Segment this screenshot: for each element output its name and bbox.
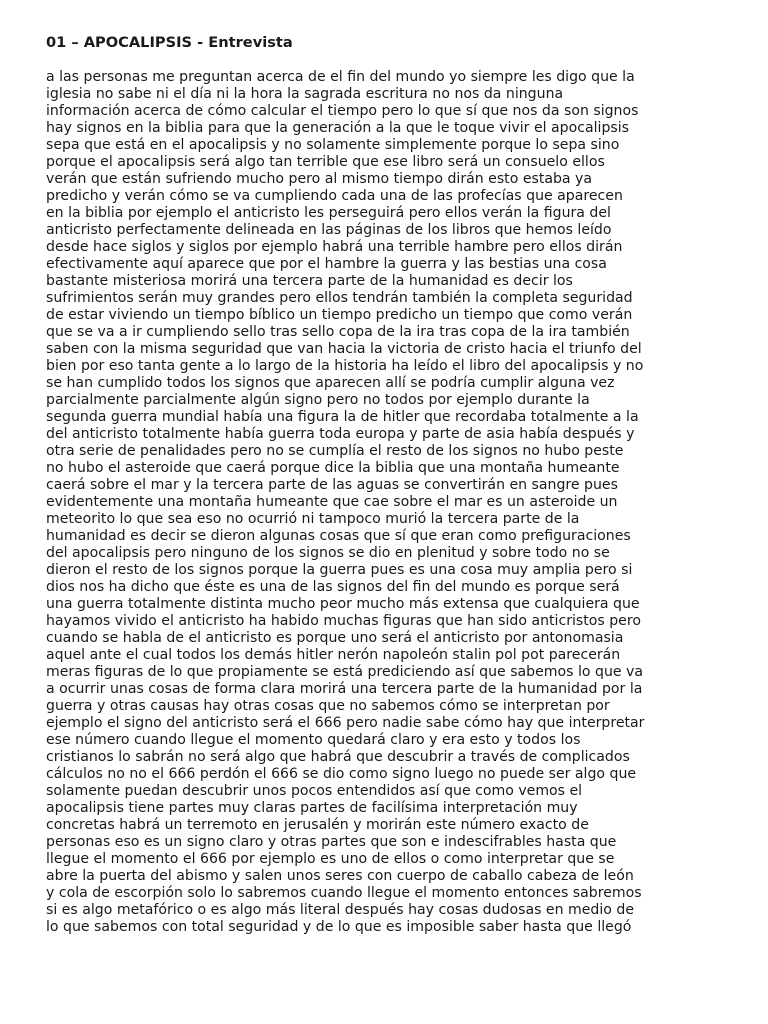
body-line: verán que están sufriendo mucho pero al mismo tiempo dirán esto estaba ya <box>46 171 593 187</box>
body-line: cuando se habla de el anticristo es porque uno será el anticristo por antonomasia <box>46 630 624 646</box>
body-line: a ocurrir unas cosas de forma clara morirá una tercera parte de la humanidad por la <box>46 681 643 697</box>
document-title: 01 – APOCALIPSIS - Entrevista <box>46 34 293 51</box>
body-line: meteorito lo que sea eso no ocurrió ni tampoco murió la tercera parte de la <box>46 511 580 527</box>
body-line: del apocalipsis pero ninguno de los signos se dio en plenitud y sobre todo no se <box>46 545 610 561</box>
body-line: personas eso es un signo claro y otras partes que son e indescifrables hasta que <box>46 834 617 850</box>
body-line: anticristo perfectamente delineada en las páginas de los libros que hemos leído <box>46 222 612 238</box>
body-line: y cola de escorpión solo lo sabremos cuando llegue el momento entonces sabremos <box>46 885 642 901</box>
body-line: iglesia no sabe ni el día ni la hora la sagrada escritura no nos da ninguna <box>46 86 564 102</box>
body-line: guerra y otras causas hay otras cosas que no sabemos cómo se interpretan por <box>46 698 610 714</box>
body-line: ese número cuando llegue el momento quedará claro y era esto y todos los <box>46 732 581 748</box>
body-line: meras figuras de lo que propiamente se está prediciendo así que sabemos lo que va <box>46 664 644 680</box>
body-line: concretas habrá un terremoto en jerusalén y morirán este número exacto de <box>46 817 589 833</box>
body-line: ejemplo el signo del anticristo será el 666 pero nadie sabe cómo hay que interpretar <box>46 715 645 731</box>
body-line: llegue el momento el 666 por ejemplo es uno de ellos o como interpretar que se <box>46 851 615 867</box>
body-line: lo que sabemos con total seguridad y de lo que es imposible saber hasta que llegó <box>46 919 632 935</box>
body-line: sufrimientos serán muy grandes pero ellos tendrán también la completa seguridad <box>46 290 633 306</box>
body-line: una guerra totalmente distinta mucho peor mucho más extensa que cualquiera que <box>46 596 640 612</box>
body-line: de estar viviendo un tiempo bíblico un tiempo predicho un tiempo que como verán <box>46 307 633 323</box>
body-line: que se va a ir cumpliendo sello tras sello copa de la ira tras copa de la ira también <box>46 324 630 340</box>
body-line: se han cumplido todos los signos que aparecen allí se podría cumplir alguna vez <box>46 375 615 391</box>
body-line: saben con la misma seguridad que van hacia la victoria de cristo hacia el triunfo del <box>46 341 642 357</box>
body-line: caerá sobre el mar y la tercera parte de las aguas se convertirán en sangre pues <box>46 477 618 493</box>
body-line: efectivamente aquí aparece que por el hambre la guerra y las bestias una cosa <box>46 256 607 272</box>
body-line: otra serie de penalidades pero no se cumplía el resto de los signos no hubo peste <box>46 443 624 459</box>
body-line: si es algo metafórico o es algo más literal después hay cosas dudosas en medio de <box>46 902 634 918</box>
body-line: apocalipsis tiene partes muy claras partes de facilísima interpretación muy <box>46 800 578 816</box>
body-line: aquel ante el cual todos los demás hitler nerón napoleón stalin pol pot parecerán <box>46 647 621 663</box>
document-body <box>46 69 736 936</box>
body-line: hayamos vivido el anticristo ha habido muchas figuras que han sido anticristos pero <box>46 613 641 629</box>
body-line: dios nos ha dicho que éste es una de las signos del fin del mundo es porque será <box>46 579 620 595</box>
body-line: a las personas me preguntan acerca de el fin del mundo yo siempre les digo que la <box>46 69 635 85</box>
body-line: dieron el resto de los signos porque la guerra pues es una cosa muy amplia pero si <box>46 562 633 578</box>
body-line: bien por eso tanta gente a lo largo de la historia ha leído el libro del apocalipsis y no <box>46 358 644 374</box>
body-line: información acerca de cómo calcular el tiempo pero lo que sí que nos da son signos <box>46 103 639 119</box>
body-line: evidentemente una montaña humeante que cae sobre el mar es un asteroide un <box>46 494 618 510</box>
body-line: porque el apocalipsis será algo tan terrible que ese libro será un consuelo ellos <box>46 154 605 170</box>
body-line: parcialmente parcialmente algún signo pero no todos por ejemplo durante la <box>46 392 590 408</box>
body-line: segunda guerra mundial había una figura la de hitler que recordaba totalmente a la <box>46 409 639 425</box>
body-line: bastante misteriosa morirá una tercera parte de la humanidad es decir los <box>46 273 573 289</box>
body-line: humanidad es decir se dieron algunas cosas que sí que eran como prefiguraciones <box>46 528 631 544</box>
body-line: cristianos lo sabrán no será algo que habrá que descubrir a través de complicados <box>46 749 630 765</box>
body-line: predicho y verán cómo se va cumpliendo cada una de las profecías que aparecen <box>46 188 623 204</box>
body-line: hay signos en la biblia para que la generación a la que le toque vivir el apocalipsis <box>46 120 629 136</box>
body-line: abre la puerta del abismo y salen unos seres con cuerpo de caballo cabeza de león <box>46 868 634 884</box>
body-line: solamente puedan descubrir unos pocos entendidos así que como vemos el <box>46 783 583 799</box>
body-line: desde hace siglos y siglos por ejemplo habrá una terrible hambre pero ellos dirán <box>46 239 623 255</box>
body-line: del anticristo totalmente había guerra toda europa y parte de asia había después y <box>46 426 635 442</box>
body-line: en la biblia por ejemplo el anticristo les perseguirá pero ellos verán la figura del <box>46 205 611 221</box>
body-line: sepa que está en el apocalipsis y no solamente simplemente porque lo sepa sino <box>46 137 620 153</box>
body-line: cálculos no no el 666 perdón el 666 se dio como signo luego no puede ser algo que <box>46 766 637 782</box>
document-page <box>46 33 736 936</box>
body-line: no hubo el asteroide que caerá porque dice la biblia que una montaña humeante <box>46 460 620 476</box>
